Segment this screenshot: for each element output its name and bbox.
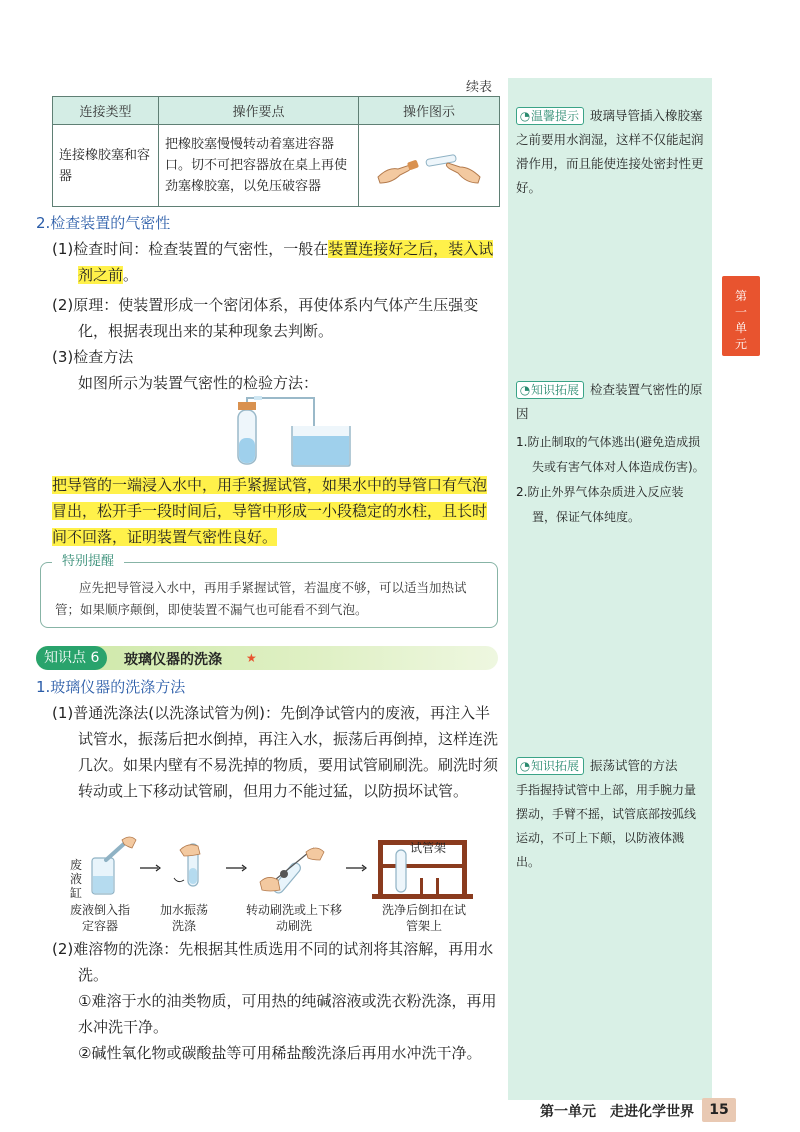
text-run: (1)检查时间：检查装置的气密性，一般在 [52, 240, 329, 258]
tip-tag-knowledge [516, 757, 584, 775]
tip-tag-knowledge [516, 381, 584, 399]
airtight-item-3-desc: 如图所示为装置气密性的检验方法： [78, 374, 319, 392]
step-caption-1: 废液倒入指定容器 [69, 903, 130, 933]
airtight-item-3: (3)检查方法 [52, 348, 134, 366]
tip-heading: 振荡试管的方法 [590, 758, 678, 773]
rack-label: 试管架 [410, 841, 447, 855]
sidebar-tip-knowledge-2 [516, 754, 706, 874]
step-caption-4: 洗净后倒扣在试管架上 [382, 903, 467, 933]
section-title-wash: 1.玻璃仪器的洗涤方法 [36, 678, 186, 696]
hands-stopper-illustration [374, 137, 484, 187]
table-row [53, 125, 500, 207]
table-cell-points: 把橡胶塞慢慢转动着塞进容器口。切不可把容器放在桌上再使劲塞橡胶塞，以免压破容器 [159, 125, 359, 207]
tip-text: 手指握持试管中上部，用手腕力量摆动，手臂不摇，试管底部按弧线运动，不可上下颠，以防液体溅出。 [516, 783, 697, 869]
continued-label: 续表 [466, 80, 493, 95]
special-note-label: 特别提醒 [52, 554, 124, 570]
airtight-method-text [52, 472, 500, 550]
highlight-text: 把导管的一端浸入水中，用手紧握试管，如果水中的导管口有气泡冒出，松开手一段时间后，导管中形成一小段稳定的水柱，且长时间不回落，证明装置气密性良好。 [52, 476, 488, 546]
unit-tab[interactable] [722, 276, 760, 356]
knowledge-point-title: 玻璃仪器的洗涤 [124, 652, 222, 668]
tip-tag-warm [516, 107, 584, 125]
table-header-row [53, 97, 500, 125]
footer-chapter-title: 第一单元 走进化学世界 [540, 1104, 694, 1120]
highlight-text: 装置连接好之后，装入试剂之前 [78, 240, 494, 284]
section-title-airtightness: 2.检查装置的气密性 [36, 214, 171, 232]
wash-sub-item-2: ②碱性氧化物或碳酸盐等可用稀盐酸洗涤后再用水冲洗干净。 [78, 1044, 482, 1062]
table-cell-illustration [359, 125, 500, 207]
tip-tag-label: 温馨提示 [531, 109, 580, 123]
star-icon: ★ [246, 651, 257, 665]
knowledge-point-number: 知识点 6 [36, 646, 107, 670]
text-run: 。 [123, 266, 139, 284]
wash-item-1: (1)普通洗涤法(以洗涤试管为例)：先倒净试管内的废液，再注入半试管水，振荡后把水倒掉，再注入水，振荡后再倒掉，这样连洗几次。如果内壁有不易洗掉的物质，要用试管刷刷洗。刷洗时须转动或上下移动试管刷，但用力不能过猛，以防损坏试管。 [52, 704, 499, 800]
table-header-cell: 操作要点 [159, 97, 359, 125]
tip-tag-label: 知识拓展 [531, 383, 580, 397]
tip-icon: ◔ [519, 383, 531, 397]
sidebar-panel [508, 78, 712, 1100]
sidebar-tip-warm [516, 104, 706, 200]
special-note-text: 应先把导管浸入水中，再用手紧握试管，若温度不够，可以适当加热试管；如果顺序颠倒，即使装置不漏气也可能看不到气泡。 [55, 580, 467, 617]
table-header-cell: 连接类型 [53, 97, 159, 125]
wash-item-2: (2)难溶物的洗涤：先根据其性质选用不同的试剂将其溶解，再用水洗。 [52, 940, 494, 984]
wash-sub-item-1: ①难溶于水的油类物质，可用热的纯碱溶液或洗衣粉洗涤，再用水冲洗干净。 [78, 992, 497, 1036]
airtight-item-1 [52, 236, 500, 288]
connection-table [52, 96, 500, 207]
tip-tag-label: 知识拓展 [531, 759, 580, 773]
step-caption-3: 转动刷洗或上下移动刷洗 [246, 903, 343, 933]
tip-text: 玻璃导管插入橡胶塞之前要用水润湿，这样不仅能起润滑作用，而且能使连接处密封性更好。 [516, 108, 704, 195]
table-header-cell: 操作图示 [359, 97, 500, 125]
tip-list-item: 1.防止制取的气体逃出(避免造成损失或有害气体对人体造成伤害)。 [516, 435, 705, 474]
special-note-box [40, 562, 498, 628]
unit-tab-label: 第一单元 [734, 289, 747, 351]
airtightness-apparatus [226, 396, 356, 468]
tip-icon: ◔ [519, 109, 531, 123]
sidebar-tip-knowledge-1 [516, 378, 706, 530]
tip-list-item: 2.防止外界气体杂质进入反应装置，保证气体纯度。 [516, 485, 684, 524]
step-caption-2: 加水振荡洗涤 [159, 903, 208, 933]
waste-tank-label: 废液缸 [70, 858, 83, 900]
tip-heading: 检查装置气密性的原因 [516, 382, 703, 421]
page-number: 15 [702, 1098, 736, 1122]
tip-icon: ◔ [519, 759, 531, 773]
airtight-item-2: (2)原理：使装置形成一个密闭体系，再使体系内气体产生压强变化，根据表现出来的某种现象去判断。 [52, 296, 479, 340]
tip-list [516, 430, 706, 530]
table-cell-type: 连接橡胶塞和容器 [53, 125, 159, 207]
